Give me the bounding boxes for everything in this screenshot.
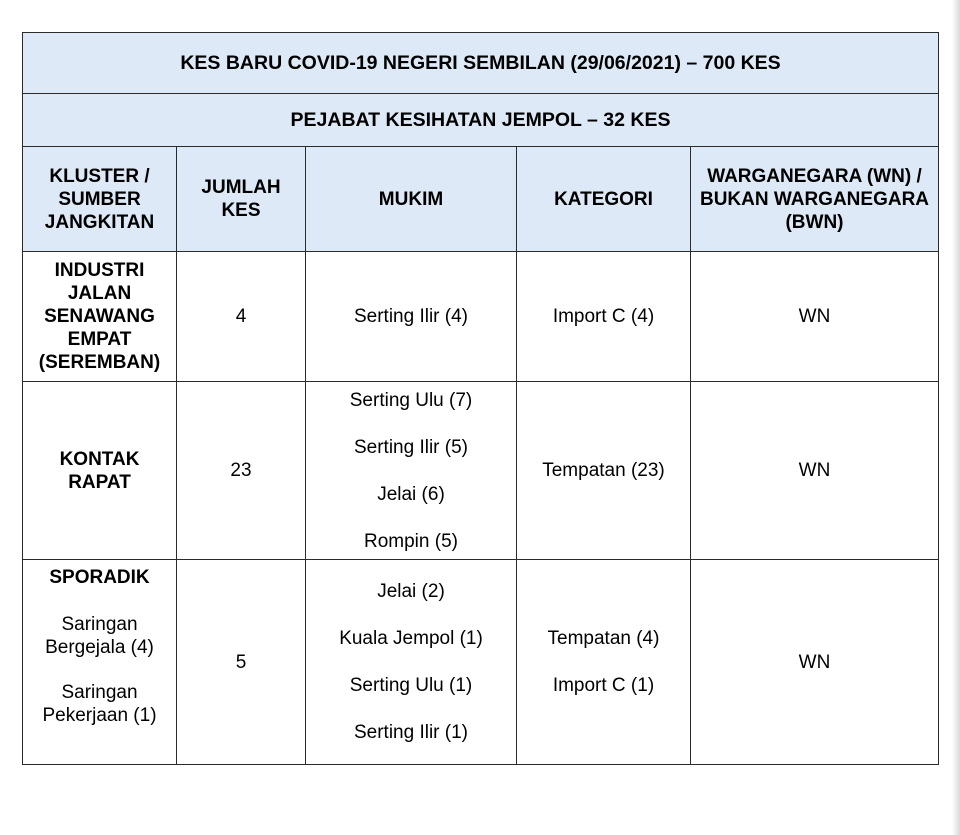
title-row [23,33,939,94]
jumlah-cell: 4 [177,252,306,382]
mukim-item: Serting Ulu (1) [349,675,473,696]
covid-cases-table [22,32,939,765]
kategori-cell [517,252,691,382]
kategori-cell [517,382,691,560]
header-mukim: MUKIM [306,147,517,252]
page-edge-shadow [952,0,960,835]
kategori-item: Tempatan (4) [547,628,660,649]
subtitle-row [23,94,939,147]
mukim-item: Kuala Jempol (1) [339,628,483,649]
cluster-sub-item: Saringan Pekerjaan (1) [42,682,157,726]
jumlah-cell: 5 [177,560,306,765]
mukim-item: Serting Ilir (4) [353,306,469,327]
table-row [23,252,939,382]
table-subtitle: PEJABAT KESIHATAN JEMPOL – 32 KES [23,94,939,147]
mukim-item: Jelai (2) [377,581,445,602]
mukim-cell [306,382,517,560]
cluster-sub-item: Saringan Bergejala (4) [45,614,154,658]
mukim-cell [306,560,517,765]
kategori-item: Tempatan (23) [542,460,665,481]
wn-cell: WN [691,382,939,560]
mukim-item: Jelai (6) [377,483,445,505]
mukim-item: Rompin (5) [364,530,458,552]
header-wn: WARGANEGARA (WN) / BUKAN WARGANEGARA (BWN) [691,147,939,252]
mukim-cell [306,252,517,382]
cluster-cell [23,560,177,765]
wn-cell: WN [691,252,939,382]
header-jumlah: JUMLAH KES [177,147,306,252]
wn-cell: WN [691,560,939,765]
header-kategori: KATEGORI [517,147,691,252]
kategori-cell [517,560,691,765]
header-cluster: KLUSTER / SUMBER JANGKITAN [23,147,177,252]
mukim-item: Serting Ilir (5) [353,436,469,458]
header-row [23,147,939,252]
table-row [23,560,939,765]
kategori-item: Import C (1) [552,675,655,696]
jumlah-cell: 23 [177,382,306,560]
mukim-item: Serting Ulu (7) [349,389,473,411]
table-row [23,382,939,560]
cluster-cell: INDUSTRI JALAN SENAWANG EMPAT (SEREMBAN) [23,252,177,382]
kategori-item: Import C (4) [552,306,655,327]
mukim-item: Serting Ilir (1) [353,722,469,743]
table-title: KES BARU COVID-19 NEGERI SEMBILAN (29/06/2021) – 700 KES [23,33,939,94]
cluster-label: SPORADIK [49,567,150,588]
cluster-cell: KONTAK RAPAT [23,382,177,560]
